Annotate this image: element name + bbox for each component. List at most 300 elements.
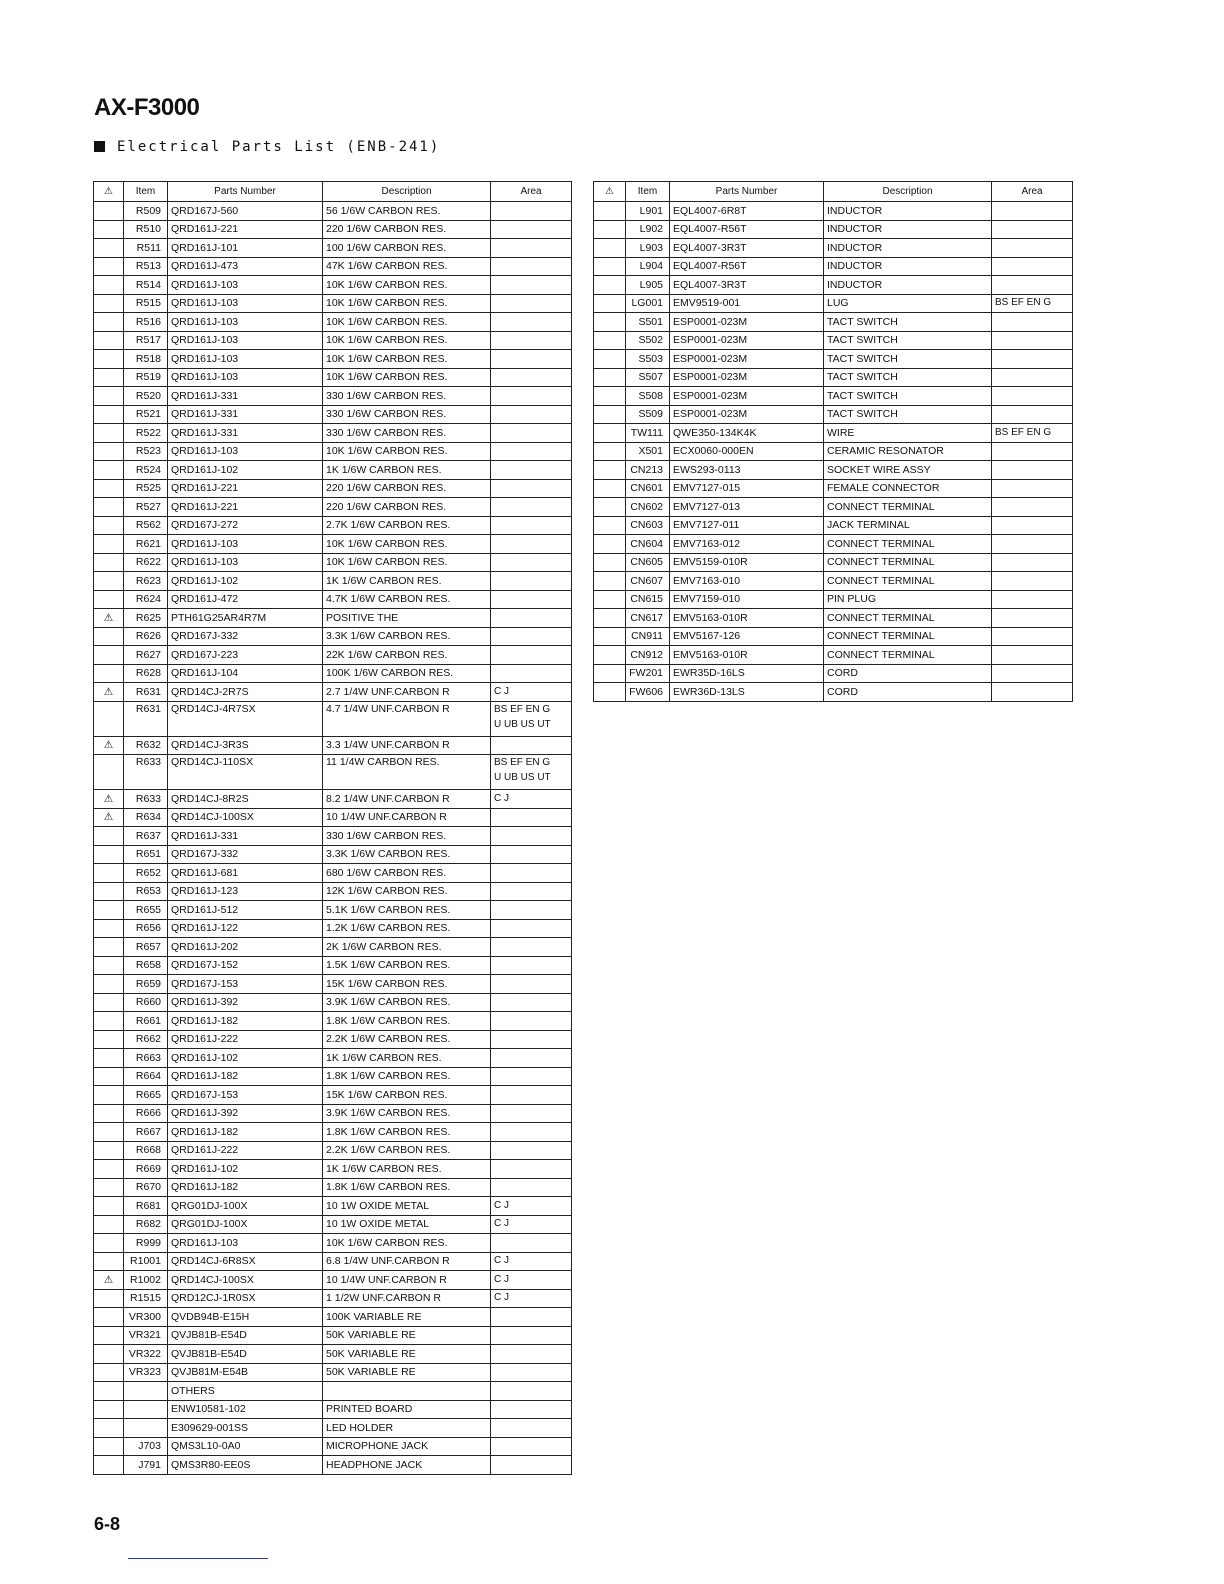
- warning-icon: [594, 220, 626, 239]
- table-row: [94, 239, 572, 258]
- parts-number-cell: EQL4007-R56T: [670, 257, 824, 276]
- description-cell: TACT SWITCH: [824, 368, 992, 387]
- warning-icon: [94, 1456, 124, 1475]
- table-row: [94, 864, 572, 883]
- warning-icon: [94, 1049, 124, 1068]
- parts-number-cell: QRD14CJ-100SX: [168, 808, 323, 827]
- table-row: [94, 553, 572, 572]
- table-row: [594, 405, 1073, 424]
- table-row: [94, 1308, 572, 1327]
- warning-icon: [94, 1252, 124, 1271]
- area-cell: [992, 220, 1073, 239]
- parts-number-cell: QRD161J-103: [168, 535, 323, 554]
- description-cell: 330 1/6W CARBON RES.: [323, 405, 491, 424]
- item-cell: S501: [626, 313, 670, 332]
- description-cell: 2.7 1/4W UNF.CARBON R: [323, 683, 491, 702]
- area-cell: [992, 257, 1073, 276]
- warning-icon: [94, 1067, 124, 1086]
- description-cell: 1K 1/6W CARBON RES.: [323, 1049, 491, 1068]
- description-cell: 3.3 1/4W UNF.CARBON R: [323, 736, 491, 755]
- item-cell: R661: [124, 1012, 168, 1031]
- description-cell: LUG: [824, 294, 992, 313]
- table-row: [94, 387, 572, 406]
- warning-icon: [94, 864, 124, 883]
- item-cell: FW201: [626, 664, 670, 683]
- table-row: [94, 975, 572, 994]
- description-cell: 5.1K 1/6W CARBON RES.: [323, 901, 491, 920]
- warning-icon: [94, 845, 124, 864]
- area-cell: [992, 609, 1073, 628]
- item-cell: L905: [626, 276, 670, 295]
- parts-number-cell: EQL4007-3R3T: [670, 239, 824, 258]
- item-cell: R525: [124, 479, 168, 498]
- area-cell: [491, 1326, 572, 1345]
- area-cell: [491, 938, 572, 957]
- warning-icon: [94, 827, 124, 846]
- area-cell: [491, 1067, 572, 1086]
- parts-number-cell: QVJB81B-E54D: [168, 1345, 323, 1364]
- parts-number-cell: PTH61G25AR4R7M: [168, 609, 323, 628]
- warning-icon: [94, 202, 124, 221]
- parts-number-cell: QRD161J-103: [168, 553, 323, 572]
- table-row: [594, 257, 1073, 276]
- description-cell: INDUCTOR: [824, 202, 992, 221]
- warning-icon: [94, 442, 124, 461]
- area-cell: [491, 1234, 572, 1253]
- warning-icon: ⚠: [94, 736, 124, 755]
- item-cell: R516: [124, 313, 168, 332]
- parts-number-cell: EMV7159-010: [670, 590, 824, 609]
- parts-number-cell: ENW10581-102: [168, 1400, 323, 1419]
- parts-table-left-body: [94, 202, 572, 1475]
- parts-number-cell: QRD161J-222: [168, 1030, 323, 1049]
- table-row: [594, 294, 1073, 313]
- warning-icon: [94, 387, 124, 406]
- item-cell: R626: [124, 627, 168, 646]
- parts-number-cell: ESP0001-023M: [670, 405, 824, 424]
- parts-number-cell: QRD167J-153: [168, 1086, 323, 1105]
- description-cell: 10K 1/6W CARBON RES.: [323, 368, 491, 387]
- parts-number-cell: ECX0060-000EN: [670, 442, 824, 461]
- parts-number-cell: QRD167J-152: [168, 956, 323, 975]
- warning-icon: [94, 1086, 124, 1105]
- area-cell: BS EF EN G U UB US UT: [491, 755, 572, 790]
- item-cell: VR321: [124, 1326, 168, 1345]
- table-row: [94, 1382, 572, 1401]
- table-row: [94, 683, 572, 702]
- area-cell: [491, 424, 572, 443]
- area-cell: [491, 1363, 572, 1382]
- table-row: [594, 276, 1073, 295]
- table-row: [94, 590, 572, 609]
- description-cell: CERAMIC RESONATOR: [824, 442, 992, 461]
- warning-icon: [94, 1030, 124, 1049]
- description-cell: 3.3K 1/6W CARBON RES.: [323, 627, 491, 646]
- item-cell: S507: [626, 368, 670, 387]
- parts-number-cell: EMV7127-015: [670, 479, 824, 498]
- parts-number-cell: QRD161J-103: [168, 350, 323, 369]
- description-cell: 12K 1/6W CARBON RES.: [323, 882, 491, 901]
- warning-icon: [94, 956, 124, 975]
- description-cell: CONNECT TERMINAL: [824, 609, 992, 628]
- description-cell: INDUCTOR: [824, 239, 992, 258]
- area-cell: C J: [491, 1215, 572, 1234]
- header-description: Description: [323, 182, 491, 202]
- warning-icon: [94, 553, 124, 572]
- table-row: [94, 1123, 572, 1142]
- table-row: [94, 701, 572, 736]
- description-cell: [323, 1382, 491, 1401]
- warning-icon: [94, 1437, 124, 1456]
- warning-icon: [94, 1160, 124, 1179]
- warning-icon: [94, 901, 124, 920]
- item-cell: R518: [124, 350, 168, 369]
- warning-icon: [594, 331, 626, 350]
- area-cell: [491, 827, 572, 846]
- area-cell: C J: [491, 790, 572, 809]
- table-row: [594, 498, 1073, 517]
- description-cell: 1 1/2W UNF.CARBON R: [323, 1289, 491, 1308]
- description-cell: CORD: [824, 664, 992, 683]
- warning-icon: [94, 461, 124, 480]
- description-cell: TACT SWITCH: [824, 313, 992, 332]
- warning-icon: [594, 294, 626, 313]
- area-cell: [491, 276, 572, 295]
- parts-number-cell: EMV7127-013: [670, 498, 824, 517]
- table-row: [94, 827, 572, 846]
- table-row: [94, 294, 572, 313]
- item-cell: R519: [124, 368, 168, 387]
- table-row: [94, 1400, 572, 1419]
- parts-number-cell: EQL4007-R56T: [670, 220, 824, 239]
- area-cell: [491, 808, 572, 827]
- parts-number-cell: QMS3R80-EE0S: [168, 1456, 323, 1475]
- table-row: [594, 442, 1073, 461]
- warning-icon: [594, 387, 626, 406]
- description-cell: 2.2K 1/6W CARBON RES.: [323, 1030, 491, 1049]
- area-cell: [992, 646, 1073, 665]
- table-row: [594, 202, 1073, 221]
- area-cell: C J: [491, 1289, 572, 1308]
- warning-icon: [94, 1326, 124, 1345]
- item-cell: R1002: [124, 1271, 168, 1290]
- description-cell: 100K VARIABLE RE: [323, 1308, 491, 1327]
- area-cell: [491, 1456, 572, 1475]
- parts-number-cell: QRD14CJ-110SX: [168, 755, 323, 790]
- item-cell: R665: [124, 1086, 168, 1105]
- description-cell: 4.7K 1/6W CARBON RES.: [323, 590, 491, 609]
- area-cell: [992, 461, 1073, 480]
- description-cell: POSITIVE THE: [323, 609, 491, 628]
- area-cell: [992, 350, 1073, 369]
- item-cell: R520: [124, 387, 168, 406]
- item-cell: R1001: [124, 1252, 168, 1271]
- page-number: 6-8: [94, 1514, 121, 1534]
- warning-icon: [94, 975, 124, 994]
- parts-number-cell: QRD161J-473: [168, 257, 323, 276]
- parts-number-cell: QVJB81B-E54D: [168, 1326, 323, 1345]
- area-cell: [491, 1437, 572, 1456]
- table-row: [94, 1437, 572, 1456]
- item-cell: S508: [626, 387, 670, 406]
- description-cell: CONNECT TERMINAL: [824, 498, 992, 517]
- table-row: [94, 901, 572, 920]
- area-cell: [491, 1086, 572, 1105]
- item-cell: R653: [124, 882, 168, 901]
- parts-number-cell: QRD161J-102: [168, 1049, 323, 1068]
- table-row: [594, 331, 1073, 350]
- table-row: [594, 220, 1073, 239]
- description-cell: CONNECT TERMINAL: [824, 572, 992, 591]
- item-cell: R622: [124, 553, 168, 572]
- warning-icon: [594, 627, 626, 646]
- parts-number-cell: QRD161J-102: [168, 461, 323, 480]
- item-cell: CN607: [626, 572, 670, 591]
- area-cell: [491, 646, 572, 665]
- table-row: [94, 1419, 572, 1438]
- item-cell: R632: [124, 736, 168, 755]
- table-row: [94, 313, 572, 332]
- description-cell: CORD: [824, 683, 992, 702]
- parts-number-cell: ESP0001-023M: [670, 387, 824, 406]
- table-row: [94, 1141, 572, 1160]
- item-cell: R634: [124, 808, 168, 827]
- parts-number-cell: EMV5167-126: [670, 627, 824, 646]
- item-cell: R1515: [124, 1289, 168, 1308]
- description-cell: 100 1/6W CARBON RES.: [323, 239, 491, 258]
- warning-icon: [94, 1289, 124, 1308]
- item-cell: R515: [124, 294, 168, 313]
- description-cell: 10K 1/6W CARBON RES.: [323, 294, 491, 313]
- area-cell: [491, 350, 572, 369]
- parts-number-cell: EMV7163-010: [670, 572, 824, 591]
- area-cell: [992, 313, 1073, 332]
- table-row: [94, 424, 572, 443]
- item-cell: R669: [124, 1160, 168, 1179]
- warning-icon: [94, 313, 124, 332]
- table-row: [94, 1030, 572, 1049]
- area-cell: [491, 498, 572, 517]
- table-row: [594, 572, 1073, 591]
- area-cell: [491, 1030, 572, 1049]
- item-cell: L903: [626, 239, 670, 258]
- item-cell: TW111: [626, 424, 670, 443]
- description-cell: 2.7K 1/6W CARBON RES.: [323, 516, 491, 535]
- warning-icon: [94, 239, 124, 258]
- area-cell: [491, 1160, 572, 1179]
- table-row: [94, 808, 572, 827]
- description-cell: 8.2 1/4W UNF.CARBON R: [323, 790, 491, 809]
- area-cell: [491, 1308, 572, 1327]
- area-cell: BS EF EN G: [992, 424, 1073, 443]
- parts-number-cell: QRD161J-102: [168, 1160, 323, 1179]
- area-cell: BS EF EN G U UB US UT: [491, 701, 572, 736]
- warning-icon: [594, 405, 626, 424]
- item-cell: R523: [124, 442, 168, 461]
- description-cell: PRINTED BOARD: [323, 1400, 491, 1419]
- description-cell: TACT SWITCH: [824, 405, 992, 424]
- item-cell: R522: [124, 424, 168, 443]
- description-cell: 22K 1/6W CARBON RES.: [323, 646, 491, 665]
- table-row: [594, 461, 1073, 480]
- description-cell: 1.8K 1/6W CARBON RES.: [323, 1178, 491, 1197]
- description-cell: MICROPHONE JACK: [323, 1437, 491, 1456]
- warning-icon: [94, 350, 124, 369]
- item-cell: J791: [124, 1456, 168, 1475]
- item-cell: R670: [124, 1178, 168, 1197]
- warning-icon: [594, 239, 626, 258]
- item-cell: R509: [124, 202, 168, 221]
- warning-icon: [594, 368, 626, 387]
- table-row: [594, 239, 1073, 258]
- description-cell: 220 1/6W CARBON RES.: [323, 479, 491, 498]
- parts-number-cell: QRD161J-331: [168, 827, 323, 846]
- description-cell: 15K 1/6W CARBON RES.: [323, 975, 491, 994]
- table-row: [94, 938, 572, 957]
- description-cell: 3.3K 1/6W CARBON RES.: [323, 845, 491, 864]
- item-cell: R624: [124, 590, 168, 609]
- area-cell: [491, 901, 572, 920]
- parts-number-cell: QRD12CJ-1R0SX: [168, 1289, 323, 1308]
- parts-number-cell: ESP0001-023M: [670, 350, 824, 369]
- description-cell: 220 1/6W CARBON RES.: [323, 498, 491, 517]
- parts-number-cell: QRD161J-392: [168, 1104, 323, 1123]
- item-cell: R621: [124, 535, 168, 554]
- item-cell: CN602: [626, 498, 670, 517]
- table-row: [94, 993, 572, 1012]
- table-row: [594, 350, 1073, 369]
- warning-icon: [594, 461, 626, 480]
- item-cell: LG001: [626, 294, 670, 313]
- description-cell: 680 1/6W CARBON RES.: [323, 864, 491, 883]
- item-cell: CN601: [626, 479, 670, 498]
- table-row: [594, 590, 1073, 609]
- item-cell: R625: [124, 609, 168, 628]
- warning-icon: [594, 313, 626, 332]
- table-row: [94, 479, 572, 498]
- table-row: [94, 1326, 572, 1345]
- description-cell: 1K 1/6W CARBON RES.: [323, 461, 491, 480]
- parts-number-cell: QRD161J-681: [168, 864, 323, 883]
- table-header-row: [94, 182, 572, 202]
- warning-icon: [594, 590, 626, 609]
- item-cell: VR300: [124, 1308, 168, 1327]
- warning-icon: [94, 331, 124, 350]
- description-cell: PIN PLUG: [824, 590, 992, 609]
- warning-icon: [94, 1345, 124, 1364]
- table-row: [94, 368, 572, 387]
- description-cell: 10K 1/6W CARBON RES.: [323, 276, 491, 295]
- parts-number-cell: QRD161J-182: [168, 1123, 323, 1142]
- description-cell: 10 1/4W UNF.CARBON R: [323, 808, 491, 827]
- item-cell: R681: [124, 1197, 168, 1216]
- area-cell: [491, 975, 572, 994]
- model-title: AX-F3000: [94, 94, 200, 121]
- parts-number-cell: EWS293-0113: [670, 461, 824, 480]
- warning-icon: [94, 1234, 124, 1253]
- item-cell: S503: [626, 350, 670, 369]
- area-cell: [992, 331, 1073, 350]
- table-row: [94, 1104, 572, 1123]
- item-cell: R664: [124, 1067, 168, 1086]
- area-cell: [992, 368, 1073, 387]
- area-cell: [491, 664, 572, 683]
- warning-icon: [594, 276, 626, 295]
- area-cell: [491, 864, 572, 883]
- description-cell: 2.2K 1/6W CARBON RES.: [323, 1141, 491, 1160]
- item-cell: R663: [124, 1049, 168, 1068]
- description-cell: INDUCTOR: [824, 220, 992, 239]
- description-cell: TACT SWITCH: [824, 387, 992, 406]
- item-cell: R660: [124, 993, 168, 1012]
- warning-icon: ⚠: [94, 683, 124, 702]
- area-cell: [491, 442, 572, 461]
- table-row: [594, 368, 1073, 387]
- warning-icon: ⚠: [94, 808, 124, 827]
- warning-icon: [94, 755, 124, 790]
- description-cell: INDUCTOR: [824, 257, 992, 276]
- description-cell: 10 1W OXIDE METAL: [323, 1215, 491, 1234]
- parts-number-cell: QRD167J-223: [168, 646, 323, 665]
- parts-number-cell: QRD161J-182: [168, 1067, 323, 1086]
- table-row: [94, 461, 572, 480]
- item-cell: R668: [124, 1141, 168, 1160]
- warning-icon: [594, 442, 626, 461]
- header-warning: ⚠: [94, 182, 124, 202]
- header-item: Item: [124, 182, 168, 202]
- parts-number-cell: QRG01DJ-100X: [168, 1215, 323, 1234]
- warning-icon: [594, 350, 626, 369]
- table-row: [594, 516, 1073, 535]
- item-cell: R999: [124, 1234, 168, 1253]
- item-cell: L904: [626, 257, 670, 276]
- parts-number-cell: QRD167J-272: [168, 516, 323, 535]
- table-row: [94, 498, 572, 517]
- warning-icon: [94, 516, 124, 535]
- parts-number-cell: QRD161J-221: [168, 498, 323, 517]
- table-row: [94, 1067, 572, 1086]
- table-row: [94, 1234, 572, 1253]
- description-cell: TACT SWITCH: [824, 350, 992, 369]
- area-cell: [491, 405, 572, 424]
- warning-icon: [94, 646, 124, 665]
- table-row: [94, 1049, 572, 1068]
- area-cell: [491, 516, 572, 535]
- description-cell: TACT SWITCH: [824, 331, 992, 350]
- item-cell: R562: [124, 516, 168, 535]
- description-cell: 10K 1/6W CARBON RES.: [323, 313, 491, 332]
- parts-number-cell: QRD161J-331: [168, 405, 323, 424]
- item-cell: CN617: [626, 609, 670, 628]
- table-row: [94, 1160, 572, 1179]
- description-cell: 50K VARIABLE RE: [323, 1345, 491, 1364]
- warning-icon: [94, 535, 124, 554]
- parts-number-cell: EWR35D-16LS: [670, 664, 824, 683]
- item-cell: R631: [124, 683, 168, 702]
- table-row: [94, 1178, 572, 1197]
- table-row: [94, 202, 572, 221]
- parts-number-cell: QRD167J-332: [168, 845, 323, 864]
- warning-icon: [94, 257, 124, 276]
- warning-icon: [94, 572, 124, 591]
- table-row: [94, 1271, 572, 1290]
- parts-number-cell: EMV5163-010R: [670, 609, 824, 628]
- item-cell: CN213: [626, 461, 670, 480]
- area-cell: [992, 276, 1073, 295]
- header-area: Area: [491, 182, 572, 202]
- item-cell: X501: [626, 442, 670, 461]
- table-row: [94, 919, 572, 938]
